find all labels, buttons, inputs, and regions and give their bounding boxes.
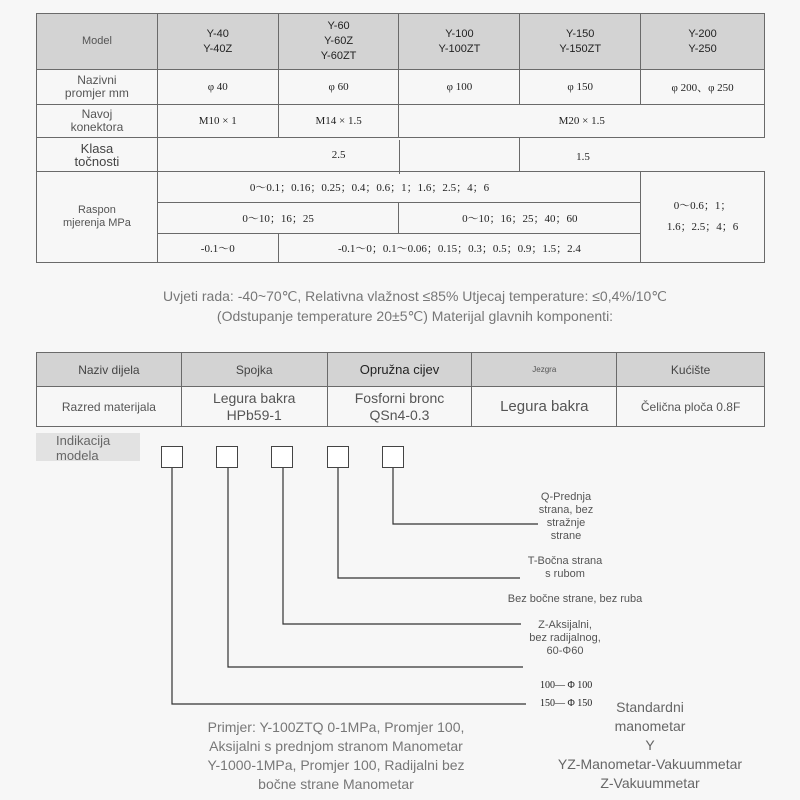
range-value: 0～0.1；0.16；0.25；0.4；0.6；1；1.6；2.5；4；6 bbox=[157, 172, 640, 203]
label-line: strana, bez bbox=[538, 504, 594, 516]
header-connector: Spojka bbox=[181, 353, 327, 387]
example-line: Y-1000-1MPa, Promjer 100, Radijalni bez bbox=[207, 757, 465, 773]
leader-line-size bbox=[228, 468, 523, 667]
label-line: Q-Prednja bbox=[540, 491, 592, 503]
range-line: 0～0.6；1； bbox=[673, 200, 732, 212]
leader-line-t bbox=[338, 468, 520, 578]
size-150: 150— Φ 150 bbox=[540, 698, 593, 709]
model-name: Y-60Z bbox=[324, 35, 354, 47]
label-line: Z-Aksijalni, bbox=[538, 619, 592, 631]
type-line: manometar bbox=[614, 718, 686, 734]
leader-line-type bbox=[172, 468, 526, 704]
accuracy-value-1-5: 1.5 bbox=[399, 140, 766, 174]
model-name: Y-40Z bbox=[203, 42, 233, 55]
diameter-value: φ 40 bbox=[157, 70, 278, 105]
size-100: 100— Φ 100 bbox=[540, 680, 593, 691]
example-line: Aksijalni s prednjom stranom Manometar bbox=[209, 738, 463, 754]
label-z bbox=[515, 619, 615, 658]
model-name: Y-250 bbox=[688, 42, 717, 55]
label-line: konektora bbox=[70, 120, 124, 134]
leader-line-q bbox=[393, 468, 538, 524]
model-name: Y-150 bbox=[566, 27, 595, 40]
gauge-types bbox=[530, 698, 770, 793]
label-line: Nazivni bbox=[77, 73, 117, 87]
label-line: 60-Φ60 bbox=[546, 645, 584, 657]
model-name: Y-60 bbox=[327, 20, 350, 32]
diameter-value: φ 150 bbox=[520, 70, 641, 105]
diameter-value: φ 60 bbox=[278, 70, 399, 105]
model-name: Y-150ZT bbox=[559, 42, 602, 55]
diameter-value: φ 200、φ 250 bbox=[641, 70, 765, 105]
thread-value: M14 × 1.5 bbox=[278, 105, 399, 138]
thread-value: M20 × 1.5 bbox=[399, 105, 765, 138]
material-grade-label: Razred materijala bbox=[37, 387, 182, 427]
label-line: promjer mm bbox=[64, 86, 129, 100]
label-t bbox=[515, 555, 615, 581]
range-value: 0～10；16；25 bbox=[157, 203, 399, 234]
material-line: HPb59-1 bbox=[226, 406, 282, 423]
type-line: Y bbox=[645, 737, 655, 753]
conditions-line: (Odstupanje temperature 20±5℃) Materijal glavnih komponenti: bbox=[216, 308, 614, 324]
label-line: bez radijalnog, bbox=[529, 632, 601, 644]
type-line: YZ-Manometar-Vakuummetar bbox=[557, 756, 743, 772]
thread-value: M10 × 1 bbox=[157, 105, 278, 138]
label-line: strane bbox=[550, 530, 582, 542]
type-line: Standardni bbox=[616, 699, 684, 715]
header-case: Kućište bbox=[617, 353, 765, 387]
leader-line-z bbox=[283, 468, 521, 624]
header-core: Jezgra bbox=[472, 353, 617, 387]
label-none: Bez bočne strane, bez ruba bbox=[507, 593, 643, 605]
range-line: 1.6；2.5；4；6 bbox=[666, 221, 739, 233]
label-line: s rubom bbox=[545, 568, 585, 580]
range-value: 0～10；16；25；40；60 bbox=[399, 203, 641, 234]
label-line: Raspon bbox=[77, 204, 116, 216]
model-name: Y-200 bbox=[688, 27, 717, 40]
example-line: bočne strane Manometar bbox=[258, 776, 414, 792]
header-part-name: Naziv dijela bbox=[37, 353, 182, 387]
example-line: Primjer: Y-100ZTQ 0-1MPa, Promjer 100, bbox=[207, 719, 465, 735]
material-case: Čelična ploča 0.8F bbox=[617, 387, 765, 427]
label-line: mjerenja MPa bbox=[63, 217, 131, 229]
model-name: Y-60ZT bbox=[320, 50, 357, 62]
label-line: Navoj bbox=[81, 107, 113, 121]
material-line: Legura bakra bbox=[212, 389, 296, 406]
material-core: Legura bakra bbox=[472, 387, 617, 427]
label-line: T-Bočna strana bbox=[527, 555, 603, 567]
label-line: točnosti bbox=[74, 153, 120, 169]
model-name: Y-100 bbox=[445, 27, 474, 40]
label-q bbox=[526, 491, 606, 543]
title-line: Indikacija bbox=[56, 433, 111, 448]
label-line: Klasa bbox=[80, 140, 114, 156]
model-name: Y-40 bbox=[206, 27, 229, 40]
title-line: modela bbox=[56, 448, 99, 463]
material-line: Fosforni bronc bbox=[354, 389, 445, 406]
type-line: Z-Vakuummetar bbox=[600, 775, 700, 791]
model-name: Y-100ZT bbox=[438, 42, 481, 55]
model-label: Model bbox=[37, 14, 158, 70]
label-line: stražnje bbox=[546, 517, 586, 529]
range-value: -0.1～0；0.1～0.06；0.15；0.3；0.5；0.9；1.5；2.4 bbox=[278, 234, 640, 263]
conditions-line: Uvjeti rada: -40~70℃, Relativna vlažnost ≤85% Utjecaj temperature: ≤0,4%/10℃ bbox=[163, 288, 667, 304]
material-line: QSn4-0.3 bbox=[369, 406, 430, 423]
diameter-value: φ 100 bbox=[399, 70, 520, 105]
example-text bbox=[150, 718, 522, 794]
range-value: -0.1～0 bbox=[157, 234, 278, 263]
header-spring-tube: Opružna cijev bbox=[327, 353, 472, 387]
accuracy-value: 2.5 bbox=[157, 138, 519, 172]
